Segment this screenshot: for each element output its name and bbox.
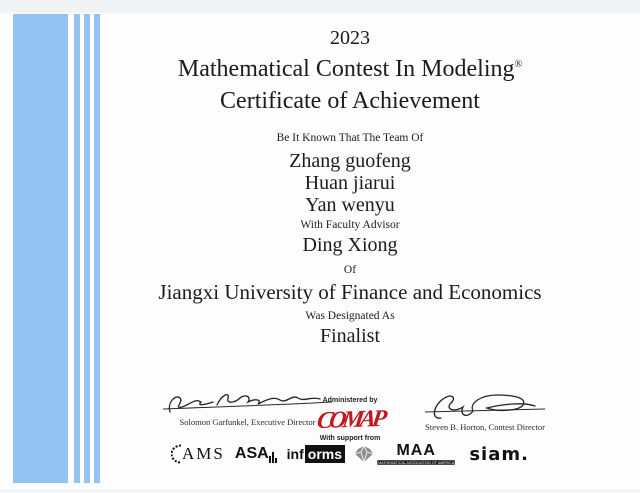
bottom-band (0, 489, 640, 493)
advisor-label: With Faculty Advisor (300, 219, 400, 231)
informs-prefix-text: inf (286, 446, 304, 462)
sponsor-logos-row (100, 440, 600, 468)
maa-logo (355, 443, 459, 465)
administered-by-label: Administered by (322, 397, 378, 404)
team-intro-label: Be It Known That The Team Of (276, 132, 424, 144)
designation-label: Was Designated As (305, 310, 395, 322)
advisor-name: Ding Xiong (302, 234, 398, 256)
team-member-name: Yan wenyu (305, 194, 395, 216)
asa-text: ASA (234, 445, 269, 462)
signature-right-icon (423, 389, 548, 421)
left-border-stripe-wide (13, 14, 68, 483)
administration-block (300, 389, 400, 442)
left-border-stripe-thin-2 (84, 14, 90, 483)
informs-boxed-text: orms (305, 445, 345, 463)
top-band (0, 0, 640, 13)
maa-bar-text: MATHEMATICAL ASSOCIATION OF AMERICA (378, 460, 455, 465)
siam-logo: siam. (469, 443, 529, 465)
informs-logo (287, 445, 345, 463)
title-text (100, 56, 600, 83)
ams-logo (171, 444, 225, 464)
ams-text: AMS (182, 444, 225, 463)
title-main: Mathematical Contest In Modeling (177, 56, 515, 82)
institution-name: Jiangxi University of Finance and Economics (158, 280, 542, 304)
team-member-list (100, 150, 600, 216)
signature-left-caption: Solomon Garfunkel, Executive Director (179, 417, 316, 427)
team-member-name: Huan jiarui (304, 172, 396, 194)
left-border-stripe-thin-1 (74, 14, 80, 483)
ams-arc-icon (171, 444, 182, 464)
subtitle-text: Certificate of Achievement (220, 88, 480, 114)
team-member-name: Zhang guofeng (289, 150, 411, 172)
registered-mark: ® (514, 59, 523, 70)
maa-diamond-icon (355, 446, 373, 462)
signature-right-caption: Steven B. Horton, Contest Director (425, 422, 545, 432)
support-from-label: With support from (319, 435, 381, 442)
comap-logo: COMAP (315, 405, 385, 435)
maa-text: MAA (396, 442, 436, 459)
asa-chart-icon (269, 449, 277, 463)
year-text: 2023 (330, 27, 370, 49)
of-label: Of (343, 264, 357, 276)
designation-text: Finalist (319, 325, 380, 347)
asa-logo (235, 445, 277, 463)
